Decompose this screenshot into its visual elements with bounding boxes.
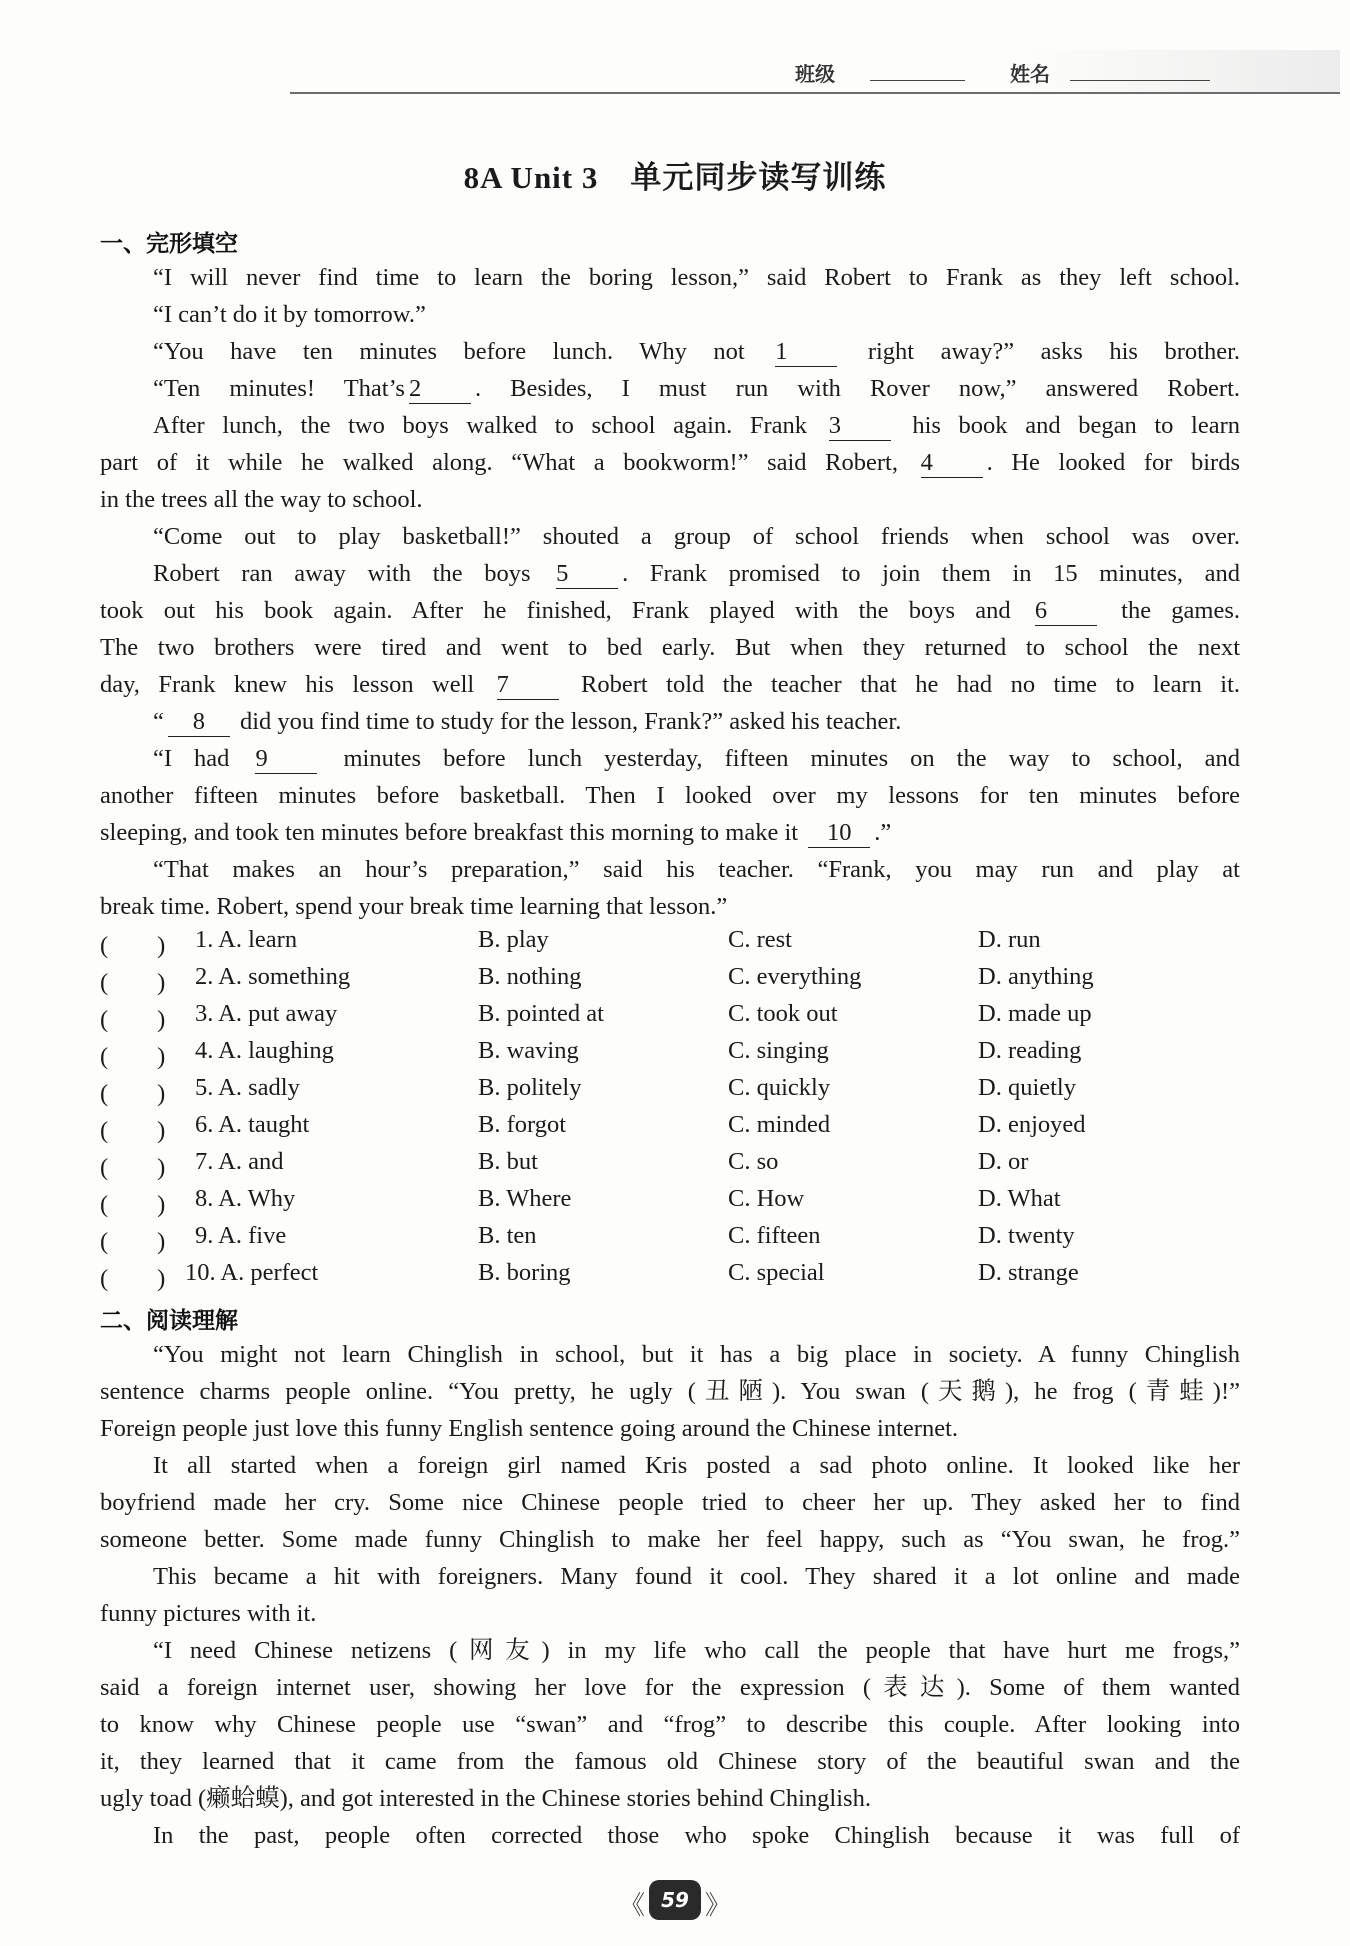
text-line — [100, 555, 1240, 592]
text-line: someone better. Some made funny Chinglish to make her feel happy, such as “You swan, he frog.” — [100, 1526, 1240, 1553]
text-line — [100, 333, 1240, 370]
option-a-text: A. five — [218, 1222, 287, 1249]
option-a-text: A. put away — [218, 1000, 338, 1027]
text-line — [100, 592, 1240, 629]
blank-7: 7 — [497, 671, 559, 700]
reading-passage — [100, 1336, 1240, 1854]
question-number: 8. — [195, 1185, 214, 1212]
question-row — [100, 1111, 1240, 1148]
class-blank — [870, 80, 965, 81]
page-header — [290, 50, 1340, 94]
question-row — [100, 1259, 1240, 1296]
option-d: D. run — [978, 926, 1041, 953]
answer-bracket[interactable]: ( ) — [100, 1043, 166, 1070]
section-heading-reading: 二、阅读理解 — [100, 1308, 238, 1334]
cloze-passage — [100, 259, 1240, 925]
option-b: B. pointed at — [478, 1000, 604, 1027]
text-line — [100, 814, 1240, 851]
option-c: C. singing — [728, 1037, 829, 1064]
option-c: C. took out — [728, 1000, 838, 1027]
options-list — [100, 926, 1240, 1296]
question-number: 2. — [195, 963, 214, 990]
option-a — [195, 926, 297, 954]
option-b: B. waving — [478, 1037, 579, 1064]
blank-2: 2 — [409, 375, 471, 404]
text-line: “I can’t do it by tomorrow.” — [153, 301, 426, 328]
double-chevron-left-icon: 《 — [618, 1890, 645, 1921]
blank-3: 3 — [829, 412, 891, 441]
answer-bracket[interactable]: ( ) — [100, 969, 166, 996]
option-d: D. strange — [978, 1259, 1079, 1286]
text-fragment: his book and began to learn — [912, 412, 1240, 439]
blank-9: 9 — [255, 745, 317, 774]
blank-1: 1 — [775, 338, 837, 367]
question-number: 6. — [195, 1111, 214, 1138]
question-row — [100, 926, 1240, 963]
option-b: B. politely — [478, 1074, 582, 1101]
text-fragment: day, Frank knew his lesson well — [100, 671, 475, 698]
option-a-text: A. and — [218, 1148, 284, 1175]
text-line: Foreign people just love this funny English sentence going around the Chinese internet. — [100, 1415, 959, 1442]
text-line: The two brothers were tired and went to bed early. But when they returned to school the next — [100, 634, 1240, 661]
option-b: B. play — [478, 926, 549, 953]
question-number: 4. — [195, 1037, 214, 1064]
question-number: 9. — [195, 1222, 214, 1249]
answer-bracket[interactable]: ( ) — [100, 1228, 166, 1255]
text-line: “That makes an hour’s preparation,” said his teacher. “Frank, you may run and play at — [153, 856, 1240, 883]
option-a — [195, 1185, 295, 1213]
option-d: D. or — [978, 1148, 1029, 1175]
text-line: sentence charms people online. “You pretty, he ugly (丑陋). You swan (天鹅), he frog (青蛙)!” — [100, 1378, 1240, 1405]
text-fragment: part of it while he walked along. “What a bookworm!” said Robert, — [100, 449, 898, 476]
question-row — [100, 963, 1240, 1000]
text-line: “I will never find time to learn the boring lesson,” said Robert to Frank as they left school. — [153, 264, 1240, 291]
option-a-text: A. something — [218, 963, 351, 990]
question-row — [100, 1074, 1240, 1111]
blank-4: 4 — [921, 449, 983, 478]
text-fragment: .” — [874, 819, 892, 846]
text-fragment: the games. — [1121, 597, 1241, 624]
answer-bracket[interactable]: ( ) — [100, 1080, 166, 1107]
blank-5: 5 — [556, 560, 618, 589]
text-line: another fifteen minutes before basketball. Then I looked over my lessons for ten minutes before — [100, 782, 1240, 809]
page-title: 8A Unit 3 单元同步读写训练 — [463, 160, 887, 195]
question-number: 1. — [195, 926, 214, 953]
text-line — [100, 666, 1240, 703]
option-c: C. minded — [728, 1111, 831, 1138]
text-line — [100, 703, 1240, 740]
text-line — [100, 407, 1240, 444]
option-b: B. nothing — [478, 963, 582, 990]
option-c: C. fifteen — [728, 1222, 821, 1249]
answer-bracket[interactable]: ( ) — [100, 1154, 166, 1181]
option-b: B. boring — [478, 1259, 571, 1286]
blank-6: 6 — [1035, 597, 1097, 626]
question-row — [100, 1222, 1240, 1259]
option-a — [185, 1259, 318, 1287]
name-blank — [1070, 80, 1210, 81]
text-fragment: “You have ten minutes before lunch. Why not — [153, 338, 745, 365]
question-row — [100, 1037, 1240, 1074]
option-a — [195, 1111, 309, 1139]
answer-bracket[interactable]: ( ) — [100, 1265, 166, 1292]
text-line: This became a hit with foreigners. Many found it cool. They shared it a lot online and made — [153, 1563, 1240, 1590]
question-number: 5. — [195, 1074, 214, 1101]
option-a-text: A. learn — [218, 926, 298, 953]
text-line — [100, 370, 1240, 407]
text-fragment: minutes before lunch yesterday, fifteen minutes on the way to school, and — [343, 745, 1241, 772]
question-number: 3. — [195, 1000, 214, 1027]
page-footer — [0, 1880, 1350, 1922]
option-d: D. anything — [978, 963, 1094, 990]
option-a — [195, 963, 350, 991]
answer-bracket[interactable]: ( ) — [100, 932, 166, 959]
text-line: break time. Robert, spend your break time learning that lesson.” — [100, 893, 728, 920]
text-line: it, they learned that it came from the famous old Chinese story of the beautiful swan and the — [100, 1748, 1240, 1775]
option-a-text: A. perfect — [220, 1259, 319, 1286]
option-c: C. so — [728, 1148, 779, 1175]
option-d: D. What — [978, 1185, 1061, 1212]
option-c: C. quickly — [728, 1074, 831, 1101]
text-fragment: “I had — [153, 745, 230, 772]
option-b: B. forgot — [478, 1111, 567, 1138]
text-line — [100, 740, 1240, 777]
class-label: 班级 — [795, 62, 835, 86]
answer-bracket[interactable]: ( ) — [100, 1006, 166, 1033]
text-line: “Come out to play basketball!” shouted a group of school friends when school was over. — [153, 523, 1240, 550]
text-fragment: sleeping, and took ten minutes before breakfast this morning to make it — [100, 819, 799, 846]
text-fragment: “Ten minutes! That’s — [153, 375, 405, 402]
text-fragment: . Besides, I must run with Rover now,” answered Robert. — [474, 375, 1241, 402]
option-d: D. quietly — [978, 1074, 1076, 1101]
question-row — [100, 1000, 1240, 1037]
option-a — [195, 1037, 334, 1065]
text-fragment: . He looked for birds — [986, 449, 1240, 476]
text-fragment: . Frank promised to join them in 15 minutes, and — [622, 560, 1240, 587]
text-fragment: did you find time to study for the lesson, Frank?” asked his teacher. — [240, 708, 902, 735]
text-line: “You might not learn Chinglish in school, but it has a big place in society. A funny Chinglish — [153, 1341, 1240, 1368]
text-line: ugly toad (癞蛤蟆), and got interested in the Chinese stories behind Chinglish. — [100, 1785, 871, 1812]
option-c: C. How — [728, 1185, 805, 1212]
text-line — [100, 444, 1240, 481]
text-line: In the past, people often corrected those who spoke Chinglish because it was full of — [153, 1822, 1240, 1849]
text-line: “I need Chinese netizens (网友) in my life who call the people that have hurt me frogs,” — [153, 1637, 1240, 1664]
answer-bracket[interactable]: ( ) — [100, 1191, 166, 1218]
text-line: to know why Chinese people use “swan” and “frog” to describe this couple. After looking into — [100, 1711, 1240, 1738]
question-number: 7. — [195, 1148, 214, 1175]
section-heading-cloze: 一、完形填空 — [100, 231, 238, 257]
option-d: D. made up — [978, 1000, 1092, 1027]
option-a — [195, 1222, 286, 1250]
text-fragment: “ — [153, 708, 164, 735]
text-fragment: right away?” asks his brother. — [867, 338, 1241, 365]
text-line: in the trees all the way to school. — [100, 486, 423, 513]
blank-8: 8 — [168, 708, 230, 737]
option-b: B. but — [478, 1148, 538, 1175]
option-b: B. ten — [478, 1222, 537, 1249]
option-a — [195, 1074, 300, 1102]
option-d: D. reading — [978, 1037, 1082, 1064]
option-c: C. everything — [728, 963, 862, 990]
answer-bracket[interactable]: ( ) — [100, 1117, 166, 1144]
page-number: 59 — [649, 1880, 701, 1920]
text-line: boyfriend made her cry. Some nice Chinese people tried to cheer her up. They asked her to find — [100, 1489, 1240, 1516]
option-a-text: A. taught — [218, 1111, 310, 1138]
text-line: said a foreign internet user, showing her love for the expression (表达). Some of them wanted — [100, 1674, 1240, 1701]
double-chevron-right-icon: 》 — [705, 1890, 732, 1921]
option-a-text: A. Why — [218, 1185, 296, 1212]
text-fragment: Robert ran away with the boys — [153, 560, 531, 587]
option-a-text: A. sadly — [218, 1074, 300, 1101]
option-c: C. special — [728, 1259, 825, 1286]
name-label: 姓名 — [1010, 62, 1050, 86]
question-row — [100, 1148, 1240, 1185]
option-d: D. enjoyed — [978, 1111, 1086, 1138]
option-a — [195, 1000, 337, 1028]
question-number: 10. — [185, 1259, 216, 1286]
option-a — [195, 1148, 283, 1176]
option-a-text: A. laughing — [218, 1037, 334, 1064]
text-fragment: After lunch, the two boys walked to school again. Frank — [153, 412, 808, 439]
question-row — [100, 1185, 1240, 1222]
text-line: It all started when a foreign girl named Kris posted a sad photo online. It looked like her — [153, 1452, 1240, 1479]
option-c: C. rest — [728, 926, 792, 953]
text-fragment: Robert told the teacher that he had no time to learn it. — [581, 671, 1241, 698]
option-d: D. twenty — [978, 1222, 1075, 1249]
option-b: B. Where — [478, 1185, 572, 1212]
text-fragment: took out his book again. After he finished, Frank played with the boys and — [100, 597, 1011, 624]
text-line: funny pictures with it. — [100, 1600, 317, 1627]
blank-10: 10 — [808, 819, 870, 848]
